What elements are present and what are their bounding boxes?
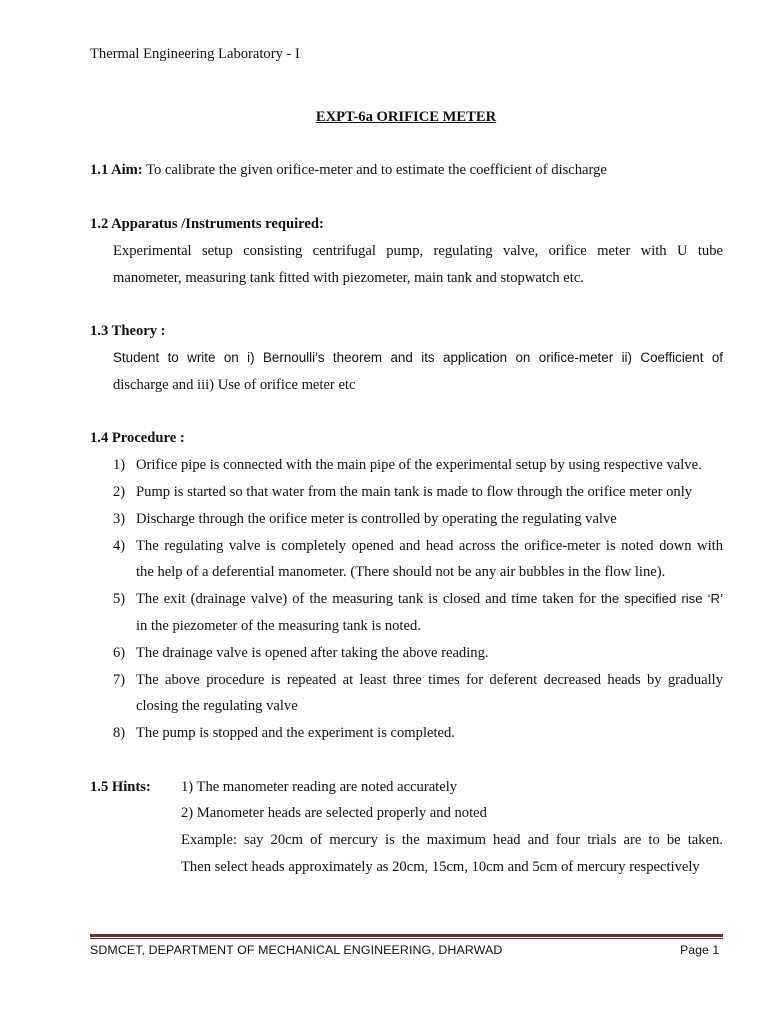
step-text-continued: closing the regulating valve: [136, 698, 298, 714]
hint-line-2: 2) Manometer heads are selected properly and noted: [181, 805, 487, 821]
hint-line-4: Then select heads approximately as 20cm, 15cm, 10cm and 5cm of mercury respectively: [181, 859, 700, 875]
step-text-continued: in the piezometer of the measuring tank is noted.: [136, 618, 421, 634]
step-text: Pump is started so that water from the main tank is made to flow through the orifice meter only: [136, 484, 693, 500]
hints-heading: 1.5 Hints:: [90, 779, 151, 795]
step-number: 1): [113, 457, 126, 473]
apparatus-line-2: manometer, measuring tank fitted with piezometer, main tank and stopwatch etc.: [113, 270, 584, 286]
procedure-heading: 1.4 Procedure :: [90, 430, 185, 446]
running-header: Thermal Engineering Laboratory - I: [90, 46, 300, 62]
aim-section: [90, 162, 607, 179]
footer-divider-thick: [90, 934, 723, 937]
step-number: 5): [113, 591, 126, 607]
apparatus-line-1: Experimental setup consisting centrifugal pump, regulating valve, orifice meter with U tube: [113, 243, 723, 259]
hint-line-1: 1) The manometer reading are noted accurately: [181, 779, 458, 795]
step-text-tail: the specified rise ‘R’: [600, 591, 723, 606]
step-number: 6): [113, 645, 126, 661]
step-number: 8): [113, 725, 126, 741]
theory-line-2: discharge and iii) Use of orifice meter etc: [113, 377, 356, 393]
step-text: The above procedure is repeated at least three times for deferent decreased heads by gradually: [136, 672, 723, 688]
step-text: The drainage valve is opened after taking the above reading.: [136, 645, 489, 661]
theory-heading: 1.3 Theory :: [90, 323, 166, 339]
step-text: [136, 591, 723, 608]
step-number: 3): [113, 511, 126, 527]
step-text: Orifice pipe is connected with the main pipe of the experimental setup by using respective valve.: [136, 457, 702, 473]
page-title: EXPT-6a ORIFICE METER: [315, 109, 497, 125]
aim-text: To calibrate the given orifice-meter and to estimate the coefficient of discharge: [142, 162, 607, 178]
footer-divider-thin: [90, 938, 723, 939]
step-number: 4): [113, 538, 126, 554]
theory-line-1: Student to write on i) Bernoulli’s theorem and its application on orifice-meter ii) Coefficient of: [113, 350, 723, 365]
step-text-main: The exit (drainage valve) of the measuring tank is closed and time taken for: [136, 591, 601, 607]
step-text: Discharge through the orifice meter is controlled by operating the regulating valve: [136, 511, 617, 527]
step-text-continued: the help of a deferential manometer. (There should not be any air bubbles in the flow line).: [136, 564, 666, 580]
apparatus-heading: 1.2 Apparatus /Instruments required:: [90, 216, 324, 232]
step-text: The pump is stopped and the experiment is completed.: [136, 725, 455, 741]
step-number: 7): [113, 672, 126, 688]
aim-label: 1.1 Aim:: [90, 162, 143, 178]
footer-institution: SDMCET, DEPARTMENT OF MECHANICAL ENGINEERING, DHARWAD: [90, 943, 503, 957]
step-number: 2): [113, 484, 126, 500]
step-text: The regulating valve is completely opened and head across the orifice-meter is noted down with: [136, 538, 723, 554]
hint-line-3: Example: say 20cm of mercury is the maximum head and four trials are to be taken.: [181, 832, 723, 848]
page-number: Page 1: [680, 943, 720, 957]
